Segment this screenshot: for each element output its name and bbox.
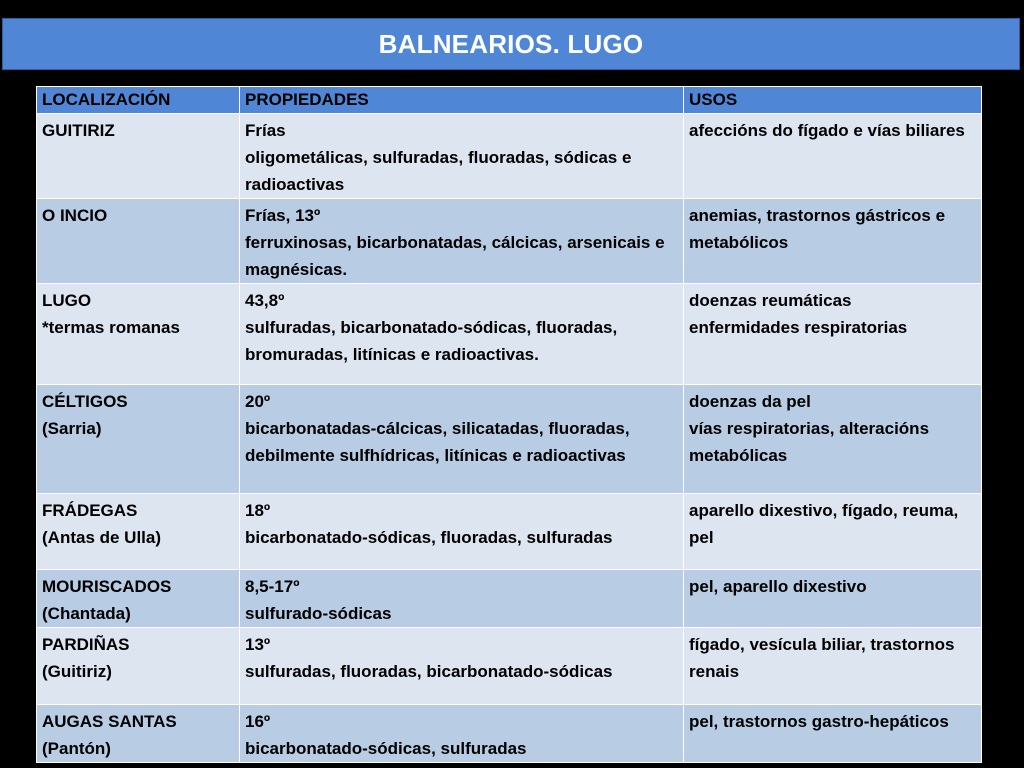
table-row bbox=[37, 199, 982, 284]
location-cell: AUGAS SANTAS (Pantón) bbox=[37, 705, 240, 763]
location-cell: PARDIÑAS (Guitiriz) bbox=[37, 628, 240, 705]
location-cell: O INCIO bbox=[37, 199, 240, 284]
uses-cell: fígado, vesícula biliar, trastornos renais bbox=[684, 628, 982, 705]
column-header-uses: USOS bbox=[684, 87, 982, 114]
properties-cell: 43,8º sulfuradas, bicarbonatado-sódicas, fluoradas, bromuradas, litínicas e radioactivas. bbox=[240, 284, 684, 385]
table-row bbox=[37, 114, 982, 199]
table-row bbox=[37, 385, 982, 494]
table-row bbox=[37, 705, 982, 763]
location-cell: FRÁDEGAS (Antas de Ulla) bbox=[37, 494, 240, 570]
table-header-row bbox=[37, 87, 982, 114]
properties-cell: 18º bicarbonatado-sódicas, fluoradas, sulfuradas bbox=[240, 494, 684, 570]
properties-cell: 16º bicarbonatado-sódicas, sulfuradas bbox=[240, 705, 684, 763]
table-row bbox=[37, 284, 982, 385]
location-cell: GUITIRIZ bbox=[37, 114, 240, 199]
table-row bbox=[37, 494, 982, 570]
uses-cell: doenzas da pel vías respiratorias, alteracións metabólicas bbox=[684, 385, 982, 494]
uses-cell: afeccións do fígado e vías biliares bbox=[684, 114, 982, 199]
properties-cell: 8,5-17º sulfurado-sódicas bbox=[240, 570, 684, 628]
uses-cell: pel, aparello dixestivo bbox=[684, 570, 982, 628]
uses-cell: aparello dixestivo, fígado, reuma, pel bbox=[684, 494, 982, 570]
uses-cell: anemias, trastornos gástricos e metabólicos bbox=[684, 199, 982, 284]
balnearios-table bbox=[36, 86, 982, 763]
table-row bbox=[37, 628, 982, 705]
location-cell: CÉLTIGOS (Sarria) bbox=[37, 385, 240, 494]
location-cell: LUGO *termas romanas bbox=[37, 284, 240, 385]
properties-cell: 13º sulfuradas, fluoradas, bicarbonatado-sódicas bbox=[240, 628, 684, 705]
column-header-properties: PROPIEDADES bbox=[240, 87, 684, 114]
title-banner bbox=[2, 18, 1020, 70]
uses-cell: pel, trastornos gastro-hepáticos bbox=[684, 705, 982, 763]
properties-cell: Frías oligometálicas, sulfuradas, fluoradas, sódicas e radioactivas bbox=[240, 114, 684, 199]
location-cell: MOURISCADOS (Chantada) bbox=[37, 570, 240, 628]
properties-cell: Frías, 13º ferruxinosas, bicarbonatadas, cálcicas, arsenicais e magnésicas. bbox=[240, 199, 684, 284]
uses-cell: doenzas reumáticas enfermidades respiratorias bbox=[684, 284, 982, 385]
properties-cell: 20º bicarbonatadas-cálcicas, silicatadas, fluoradas, debilmente sulfhídricas, litínicas e radioactivas bbox=[240, 385, 684, 494]
table-row bbox=[37, 570, 982, 628]
column-header-location: LOCALIZACIÓN bbox=[37, 87, 240, 114]
page-title: BALNEARIOS. LUGO bbox=[378, 28, 644, 59]
